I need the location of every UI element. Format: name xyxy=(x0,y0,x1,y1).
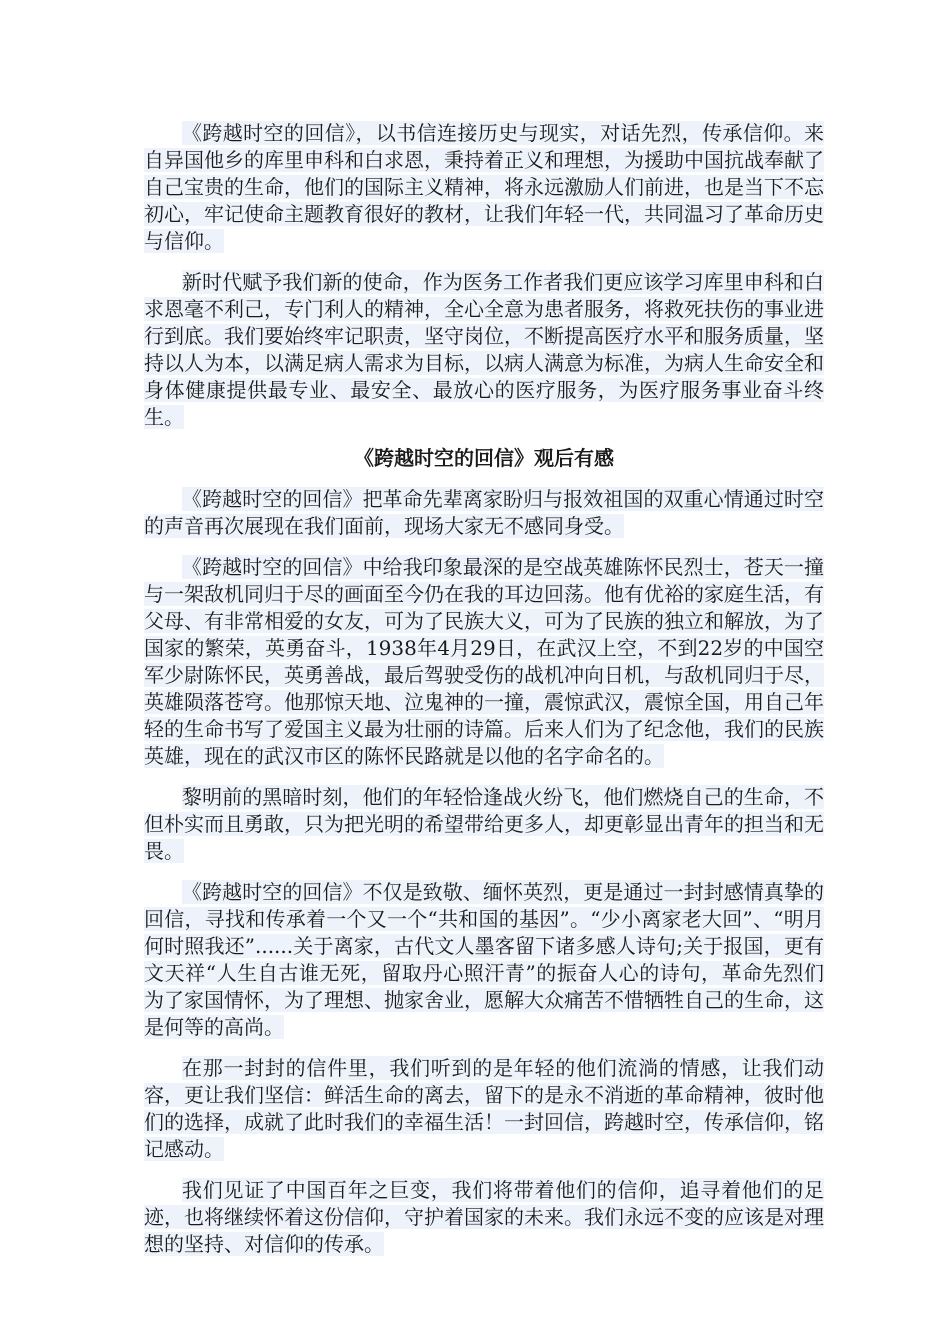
document-page xyxy=(144,120,824,1272)
paragraph xyxy=(144,879,824,1041)
paragraph-text: 我们见证了中国百年之巨变，我们将带着他们的信仰，追寻着他们的足迹，也将继续怀着这份信仰，守护着国家的未来。我们永远不变的应该是对理想的坚持、对信仰的传承。 xyxy=(144,1178,824,1256)
paragraph-text: 《跨越时空的回信》不仅是致敬、缅怀英烈，更是通过一封封感情真挚的回信，寻找和传承着一个又一个“共和国的基因”。“少小离家老大回”、“明月何时照我还”......关于离家，古代文人墨客留下诸多感人诗句;关于报国，更有文天祥“人生自古谁无死，留取丹心照汗青”的振奋人心的诗句，革命先烈们为了家国情怀，为了理想、抛家舍业，愿解大众痛苦不惜牺牲自己的生命，这是何等的高尚。 xyxy=(144,880,824,1039)
paragraph xyxy=(144,269,824,431)
section-title: 《跨越时空的回信》观后有感 xyxy=(354,446,614,470)
paragraph-text: 《跨越时空的回信》，以书信连接历史与现实，对话先烈，传承信仰。来自异国他乡的库里申科和白求恩，秉持着正义和理想，为援助中国抗战奉献了自己宝贵的生命，他们的国际主义精神，将永远激励人们前进，也是当下不忘初心，牢记使命主题教育很好的教材，让我们年轻一代，共同温习了革命历史与信仰。 xyxy=(144,121,824,253)
paragraph-text: 黎明前的黑暗时刻，他们的年轻恰逢战火纷飞，他们燃烧自己的生命，不但朴实而且勇敢，只为把光明的希望带给更多人，却更彰显出青年的担当和无畏。 xyxy=(144,785,824,863)
paragraph-text: 新时代赋予我们新的使命，作为医务工作者我们更应该学习库里申科和白求恩毫不利己，专门利人的精神，全心全意为患者服务，将救死扶伤的事业进行到底。我们要始终牢记职责，坚守岗位，不断提高医疗水平和服务质量，坚持以人为本，以满足病人需求为目标，以病人满意为标准，为病人生命安全和身体健康提供最专业、最安全、最放心的医疗服务，为医疗服务事业奋斗终生。 xyxy=(144,270,824,429)
paragraph xyxy=(144,784,824,865)
paragraph-text: 在那一封封的信件里，我们听到的是年轻的他们流淌的情感，让我们动容，更让我们坚信：鲜活生命的离去，留下的是永不消逝的革命精神，彼时他们的选择，成就了此时我们的幸福生活！一封回信，跨越时空，传承信仰，铭记感动。 xyxy=(144,1056,824,1161)
paragraph xyxy=(144,120,824,255)
paragraph xyxy=(144,1055,824,1163)
paragraph-text: 《跨越时空的回信》中给我印象最深的是空战英雄陈怀民烈士，苍天一撞与一架敌机同归于尽的画面至今仍在我的耳边回荡。他有优裕的家庭生活，有父母、有非常相爱的女友，可为了民族大义，可为了民族的独立和解放，为了国家的繁荣，英勇奋斗，1938年4月29日，在武汉上空，不到22岁的中国空军少尉陈怀民，英勇善战，最后驾驶受伤的战机冲向日机，与敌机同归于尽，英雄陨落苍穹。他那惊天地、泣鬼神的一撞，震惊武汉，震惊全国，用自己年轻的生命书写了爱国主义最为壮丽的诗篇。后来人们为了纪念他，我们的民族英雄，现在的武汉市区的陈怀民路就是以他的名字命名的。 xyxy=(144,555,824,768)
paragraph-text: 《跨越时空的回信》把革命先辈离家盼归与报效祖国的双重心情通过时空的声音再次展现在我们面前，现场大家无不感同身受。 xyxy=(144,487,824,538)
paragraph xyxy=(144,486,824,540)
paragraph xyxy=(144,554,824,770)
paragraph xyxy=(144,1177,824,1258)
